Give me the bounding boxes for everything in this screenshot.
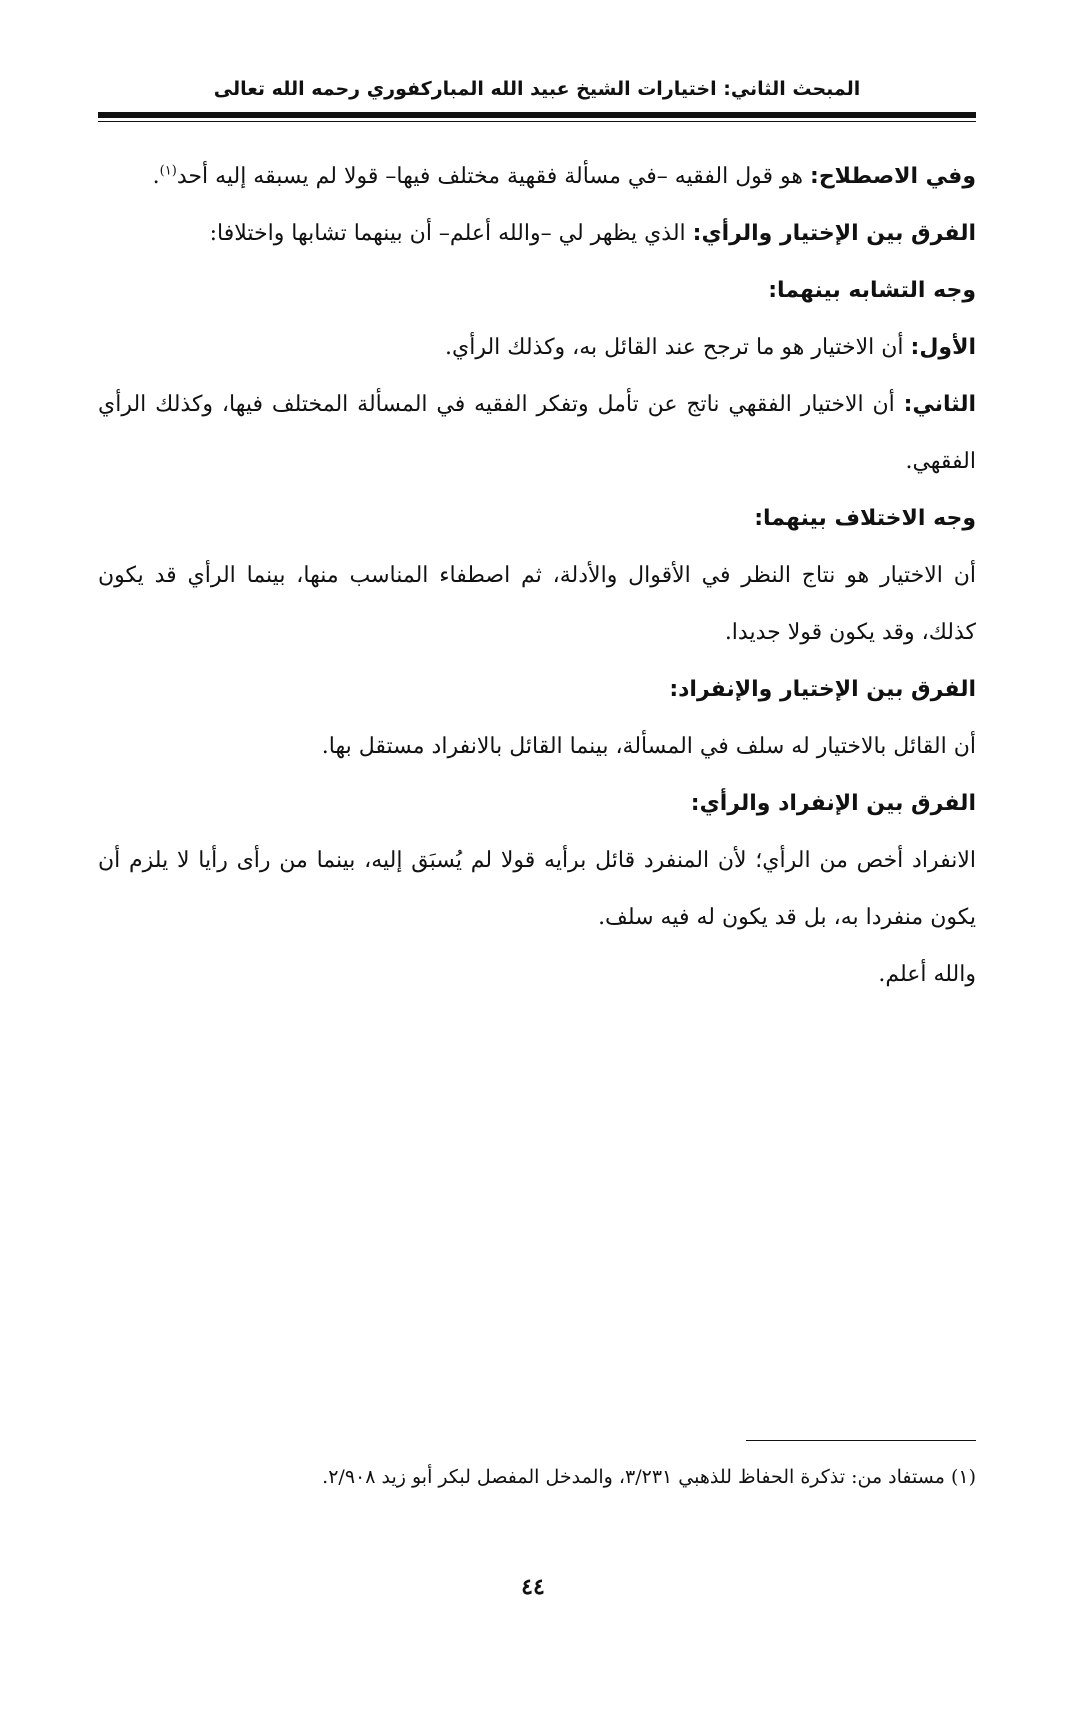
paragraph-first xyxy=(98,319,976,376)
paragraph-ikhtiyar-ray xyxy=(98,205,976,262)
term-label: الثاني: xyxy=(903,392,976,417)
section-heading-difference: وجه الاختلاف بينهما: xyxy=(754,506,976,531)
paragraph-end: . xyxy=(152,164,160,189)
paragraph-difference: أن الاختيار هو نتاج النظر في الأقوال والأدلة، ثم اصطفاء المناسب منها، بينما الرأي قد يكون كذلك، وقد يكون قولا جديدا. xyxy=(98,563,976,645)
paragraph-closing: والله أعلم. xyxy=(878,962,976,987)
paragraph-definition xyxy=(98,148,976,205)
paragraph-text: أن الاختيار الفقهي ناتج عن تأمل وتفكر الفقيه في المسألة المختلف فيها، وكذلك الرأي الفقهي. xyxy=(98,392,976,474)
section-heading-ikhtiyar-infirad: الفرق بين الإختيار والإنفراد: xyxy=(669,677,976,702)
running-header: المبحث الثاني: اختيارات الشيخ عبيد الله المباركفوري رحمه الله تعالى xyxy=(213,78,861,100)
term-label: الفرق بين الإختيار والرأي: xyxy=(692,221,976,246)
footnote-reference[interactable]: (١) xyxy=(159,163,177,179)
paragraph-text: الذي يظهر لي –والله أعلم– أن بينهما تشابها واختلافا: xyxy=(209,221,693,246)
paragraph-second xyxy=(98,376,976,490)
paragraph-infirad-ray: الانفراد أخص من الرأي؛ لأن المنفرد قائل برأيه قولا لم يُسبَق إليه، بينما من رأى رأيا لا يلزم أن يكون منفردا به، بل قد يكون له فيه سلف. xyxy=(98,848,976,930)
paragraph-text: أن الاختيار هو ما ترجح عند القائل به، وكذلك الرأي. xyxy=(445,335,911,360)
footnote-divider xyxy=(746,1440,976,1441)
section-heading-similarity: وجه التشابه بينهما: xyxy=(768,278,976,303)
paragraph-text: هو قول الفقيه –في مسألة فقهية مختلف فيها– قولا لم يسبقه إليه أحد xyxy=(176,164,811,189)
paragraph-ikhtiyar-infirad: أن القائل بالاختيار له سلف في المسألة، بينما القائل بالانفراد مستقل بها. xyxy=(321,734,976,759)
header-rule xyxy=(98,112,976,118)
header-rule-thin xyxy=(98,121,976,122)
term-label: الأول: xyxy=(910,335,976,360)
body-text xyxy=(98,148,976,1003)
footnote: (١) مستفاد من: تذكرة الحفاظ للذهبي ٣/٢٣١، والمدخل المفصل لبكر أبو زيد ٢/٩٠٨. xyxy=(322,1466,976,1488)
section-heading-infirad-ray: الفرق بين الإنفراد والرأي: xyxy=(690,791,976,816)
term-label: وفي الاصطلاح: xyxy=(810,164,976,189)
page-number: ٤٤ xyxy=(521,1574,545,1600)
